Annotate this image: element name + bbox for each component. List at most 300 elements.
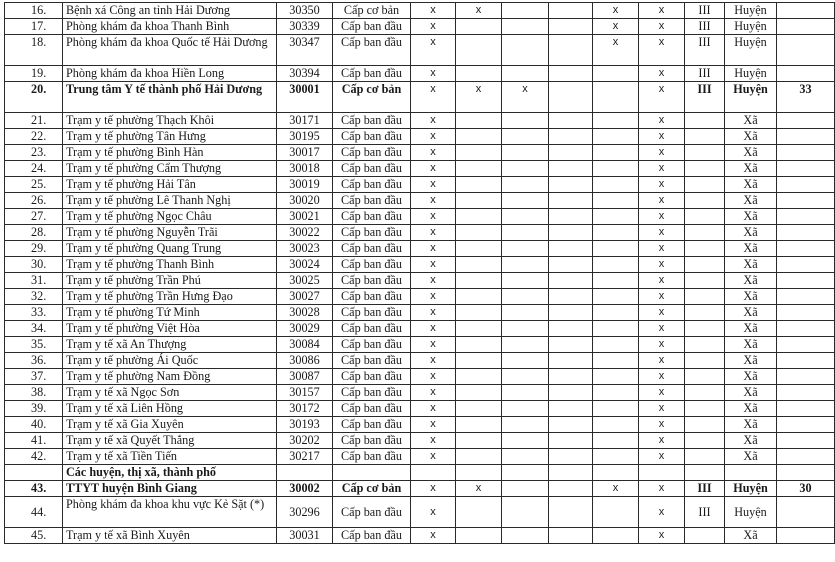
facility-name: Trạm y tế phường Quang Trung bbox=[63, 241, 277, 257]
facility-name: Trạm y tế xã Quyết Thắng bbox=[63, 433, 277, 449]
mark-cell-4 bbox=[549, 417, 593, 433]
rank-class bbox=[685, 417, 725, 433]
row-number: 43. bbox=[5, 481, 63, 497]
care-level: Cấp ban đầu bbox=[333, 369, 411, 385]
care-level: Cấp ban đầu bbox=[333, 35, 411, 66]
mark-cell-1: x bbox=[411, 257, 456, 273]
mark-cell-3 bbox=[502, 35, 549, 66]
mark-cell-1: x bbox=[411, 82, 456, 113]
table-row bbox=[5, 193, 835, 209]
rank-class bbox=[685, 193, 725, 209]
mark-cell-5: x bbox=[593, 481, 639, 497]
mark-cell-5 bbox=[593, 528, 639, 544]
table-row bbox=[5, 19, 835, 35]
facility-name: Trạm y tế xã Bình Xuyên bbox=[63, 528, 277, 544]
mark-cell-6: x bbox=[639, 193, 685, 209]
admin-level: Xã bbox=[725, 129, 777, 145]
table-row bbox=[5, 481, 835, 497]
rank-class bbox=[685, 177, 725, 193]
table-row bbox=[5, 337, 835, 353]
mark-cell-5 bbox=[593, 273, 639, 289]
row-number: 23. bbox=[5, 145, 63, 161]
mark-cell-5 bbox=[593, 241, 639, 257]
admin-level: Xã bbox=[725, 241, 777, 257]
mark-cell-3 bbox=[502, 289, 549, 305]
total-count bbox=[777, 19, 835, 35]
mark-cell-1: x bbox=[411, 161, 456, 177]
mark-cell-5 bbox=[593, 433, 639, 449]
mark-cell-1: x bbox=[411, 321, 456, 337]
table-row bbox=[5, 321, 835, 337]
mark-cell-6: x bbox=[639, 289, 685, 305]
mark-cell-3 bbox=[502, 257, 549, 273]
rank-class bbox=[685, 385, 725, 401]
facility-name: Trạm y tế phường Tứ Minh bbox=[63, 305, 277, 321]
mark-cell-3 bbox=[502, 241, 549, 257]
mark-cell-3 bbox=[502, 321, 549, 337]
mark-cell-3 bbox=[502, 305, 549, 321]
mark-cell-4 bbox=[549, 289, 593, 305]
mark-cell-5 bbox=[593, 161, 639, 177]
facility-name: Trạm y tế phường Tân Hưng bbox=[63, 129, 277, 145]
mark-cell-5: x bbox=[593, 3, 639, 19]
row-number: 22. bbox=[5, 129, 63, 145]
table-row bbox=[5, 417, 835, 433]
mark-cell-5 bbox=[593, 369, 639, 385]
total-count bbox=[777, 417, 835, 433]
facility-name: Trạm y tế phường Ái Quốc bbox=[63, 353, 277, 369]
admin-level: Huyện bbox=[725, 35, 777, 66]
mark-cell-2 bbox=[456, 193, 502, 209]
row-number: 34. bbox=[5, 321, 63, 337]
mark-cell-1: x bbox=[411, 129, 456, 145]
mark-cell-4 bbox=[549, 433, 593, 449]
mark-cell-3 bbox=[502, 209, 549, 225]
row-number: 24. bbox=[5, 161, 63, 177]
total-count bbox=[777, 273, 835, 289]
facility-code: 30002 bbox=[277, 481, 333, 497]
admin-level: Xã bbox=[725, 433, 777, 449]
mark-cell-2 bbox=[456, 241, 502, 257]
mark-cell-5 bbox=[593, 417, 639, 433]
rank-class bbox=[685, 337, 725, 353]
rank-class bbox=[685, 113, 725, 129]
mark-cell-5 bbox=[593, 465, 639, 481]
row-number: 45. bbox=[5, 528, 63, 544]
facility-code: 30017 bbox=[277, 145, 333, 161]
mark-cell-3 bbox=[502, 465, 549, 481]
admin-level: Huyện bbox=[725, 481, 777, 497]
admin-level: Xã bbox=[725, 161, 777, 177]
total-count bbox=[777, 161, 835, 177]
care-level: Cấp ban đầu bbox=[333, 337, 411, 353]
mark-cell-6: x bbox=[639, 241, 685, 257]
mark-cell-5 bbox=[593, 449, 639, 465]
admin-level: Xã bbox=[725, 353, 777, 369]
row-number: 36. bbox=[5, 353, 63, 369]
mark-cell-2 bbox=[456, 465, 502, 481]
mark-cell-4 bbox=[549, 337, 593, 353]
rank-class bbox=[685, 257, 725, 273]
mark-cell-1: x bbox=[411, 66, 456, 82]
mark-cell-6: x bbox=[639, 528, 685, 544]
mark-cell-6: x bbox=[639, 481, 685, 497]
rank-class bbox=[685, 433, 725, 449]
care-level: Cấp ban đầu bbox=[333, 193, 411, 209]
rank-class bbox=[685, 161, 725, 177]
mark-cell-3 bbox=[502, 129, 549, 145]
facility-code: 30087 bbox=[277, 369, 333, 385]
care-level: Cấp ban đầu bbox=[333, 321, 411, 337]
mark-cell-6: x bbox=[639, 209, 685, 225]
admin-level: Xã bbox=[725, 113, 777, 129]
facility-code bbox=[277, 465, 333, 481]
mark-cell-2 bbox=[456, 449, 502, 465]
total-count bbox=[777, 225, 835, 241]
admin-level: Xã bbox=[725, 337, 777, 353]
mark-cell-5: x bbox=[593, 35, 639, 66]
row-number bbox=[5, 465, 63, 481]
admin-level: Xã bbox=[725, 305, 777, 321]
care-level: Cấp ban đầu bbox=[333, 497, 411, 528]
total-count bbox=[777, 193, 835, 209]
mark-cell-2 bbox=[456, 417, 502, 433]
mark-cell-1: x bbox=[411, 369, 456, 385]
mark-cell-3 bbox=[502, 337, 549, 353]
mark-cell-2 bbox=[456, 273, 502, 289]
mark-cell-6: x bbox=[639, 401, 685, 417]
mark-cell-1: x bbox=[411, 193, 456, 209]
table-row bbox=[5, 369, 835, 385]
mark-cell-6: x bbox=[639, 497, 685, 528]
care-level: Cấp ban đầu bbox=[333, 433, 411, 449]
total-count bbox=[777, 449, 835, 465]
mark-cell-6: x bbox=[639, 449, 685, 465]
total-count bbox=[777, 305, 835, 321]
facility-code: 30020 bbox=[277, 193, 333, 209]
total-count bbox=[777, 209, 835, 225]
mark-cell-5 bbox=[593, 145, 639, 161]
mark-cell-4 bbox=[549, 19, 593, 35]
facility-code: 30195 bbox=[277, 129, 333, 145]
row-number: 25. bbox=[5, 177, 63, 193]
rank-class bbox=[685, 273, 725, 289]
row-number: 42. bbox=[5, 449, 63, 465]
row-number: 29. bbox=[5, 241, 63, 257]
mark-cell-2 bbox=[456, 305, 502, 321]
admin-level bbox=[725, 465, 777, 481]
row-number: 30. bbox=[5, 257, 63, 273]
row-number: 40. bbox=[5, 417, 63, 433]
facility-code: 30023 bbox=[277, 241, 333, 257]
mark-cell-1: x bbox=[411, 19, 456, 35]
table-row bbox=[5, 305, 835, 321]
mark-cell-6: x bbox=[639, 66, 685, 82]
mark-cell-4 bbox=[549, 225, 593, 241]
care-level: Cấp ban đầu bbox=[333, 353, 411, 369]
rank-class bbox=[685, 528, 725, 544]
mark-cell-5 bbox=[593, 209, 639, 225]
mark-cell-5 bbox=[593, 82, 639, 113]
admin-level: Xã bbox=[725, 225, 777, 241]
table-row bbox=[5, 145, 835, 161]
mark-cell-1: x bbox=[411, 353, 456, 369]
mark-cell-4 bbox=[549, 129, 593, 145]
mark-cell-2 bbox=[456, 19, 502, 35]
mark-cell-4 bbox=[549, 273, 593, 289]
table-row bbox=[5, 177, 835, 193]
total-count bbox=[777, 401, 835, 417]
mark-cell-3 bbox=[502, 385, 549, 401]
row-number: 27. bbox=[5, 209, 63, 225]
facility-name: Trạm y tế phường Cẩm Thượng bbox=[63, 161, 277, 177]
mark-cell-5 bbox=[593, 337, 639, 353]
mark-cell-3 bbox=[502, 417, 549, 433]
total-count bbox=[777, 289, 835, 305]
mark-cell-1: x bbox=[411, 177, 456, 193]
care-level: Cấp ban đầu bbox=[333, 209, 411, 225]
facility-code: 30171 bbox=[277, 113, 333, 129]
mark-cell-3 bbox=[502, 433, 549, 449]
total-count bbox=[777, 385, 835, 401]
facility-name: Trạm y tế phường Trần Phú bbox=[63, 273, 277, 289]
care-level: Cấp ban đầu bbox=[333, 241, 411, 257]
mark-cell-6: x bbox=[639, 305, 685, 321]
mark-cell-3 bbox=[502, 353, 549, 369]
care-level: Cấp ban đầu bbox=[333, 113, 411, 129]
rank-class bbox=[685, 225, 725, 241]
care-level: Cấp ban đầu bbox=[333, 161, 411, 177]
mark-cell-2 bbox=[456, 433, 502, 449]
mark-cell-5 bbox=[593, 257, 639, 273]
mark-cell-2 bbox=[456, 497, 502, 528]
facility-code: 30157 bbox=[277, 385, 333, 401]
rank-class bbox=[685, 241, 725, 257]
facility-code: 30024 bbox=[277, 257, 333, 273]
mark-cell-1: x bbox=[411, 385, 456, 401]
rank-class: III bbox=[685, 19, 725, 35]
mark-cell-3 bbox=[502, 113, 549, 129]
care-level: Cấp cơ bản bbox=[333, 82, 411, 113]
mark-cell-6: x bbox=[639, 113, 685, 129]
facility-code: 30001 bbox=[277, 82, 333, 113]
care-level bbox=[333, 465, 411, 481]
mark-cell-2 bbox=[456, 225, 502, 241]
rank-class bbox=[685, 305, 725, 321]
facility-name: Bệnh xá Công an tỉnh Hải Dương bbox=[63, 3, 277, 19]
total-count bbox=[777, 241, 835, 257]
mark-cell-2 bbox=[456, 161, 502, 177]
table-row bbox=[5, 225, 835, 241]
rank-class: III bbox=[685, 497, 725, 528]
mark-cell-2 bbox=[456, 385, 502, 401]
facility-name: Trạm y tế phường Nguyễn Trãi bbox=[63, 225, 277, 241]
mark-cell-1: x bbox=[411, 113, 456, 129]
total-count bbox=[777, 369, 835, 385]
rank-class bbox=[685, 465, 725, 481]
care-level: Cấp ban đầu bbox=[333, 417, 411, 433]
mark-cell-3 bbox=[502, 19, 549, 35]
mark-cell-5 bbox=[593, 497, 639, 528]
total-count bbox=[777, 145, 835, 161]
rank-class bbox=[685, 353, 725, 369]
mark-cell-1: x bbox=[411, 145, 456, 161]
section-row bbox=[5, 465, 835, 481]
care-level: Cấp ban đầu bbox=[333, 401, 411, 417]
rank-class: III bbox=[685, 66, 725, 82]
row-number: 35. bbox=[5, 337, 63, 353]
mark-cell-4 bbox=[549, 385, 593, 401]
mark-cell-2 bbox=[456, 209, 502, 225]
mark-cell-6: x bbox=[639, 433, 685, 449]
table-row bbox=[5, 82, 835, 113]
mark-cell-6: x bbox=[639, 3, 685, 19]
mark-cell-5 bbox=[593, 113, 639, 129]
mark-cell-5 bbox=[593, 305, 639, 321]
total-count bbox=[777, 337, 835, 353]
mark-cell-4 bbox=[549, 66, 593, 82]
mark-cell-3 bbox=[502, 449, 549, 465]
table-row bbox=[5, 353, 835, 369]
table-row bbox=[5, 433, 835, 449]
care-level: Cấp ban đầu bbox=[333, 66, 411, 82]
mark-cell-4 bbox=[549, 145, 593, 161]
facility-code: 30339 bbox=[277, 19, 333, 35]
total-count bbox=[777, 177, 835, 193]
mark-cell-1: x bbox=[411, 289, 456, 305]
mark-cell-3 bbox=[502, 3, 549, 19]
total-count bbox=[777, 3, 835, 19]
facility-code: 30084 bbox=[277, 337, 333, 353]
table-row bbox=[5, 401, 835, 417]
facility-code: 30027 bbox=[277, 289, 333, 305]
admin-level: Xã bbox=[725, 417, 777, 433]
table-row bbox=[5, 449, 835, 465]
facility-name: Trạm y tế phường Trần Hưng Đạo bbox=[63, 289, 277, 305]
total-count bbox=[777, 465, 835, 481]
total-count bbox=[777, 257, 835, 273]
table-row bbox=[5, 161, 835, 177]
mark-cell-3 bbox=[502, 497, 549, 528]
table-row bbox=[5, 497, 835, 528]
table-row bbox=[5, 129, 835, 145]
row-number: 37. bbox=[5, 369, 63, 385]
mark-cell-1: x bbox=[411, 241, 456, 257]
row-number: 31. bbox=[5, 273, 63, 289]
facility-name: Trạm y tế phường Thanh Bình bbox=[63, 257, 277, 273]
care-level: Cấp ban đầu bbox=[333, 273, 411, 289]
mark-cell-2 bbox=[456, 66, 502, 82]
care-level: Cấp cơ bản bbox=[333, 3, 411, 19]
admin-level: Xã bbox=[725, 401, 777, 417]
rank-class: III bbox=[685, 35, 725, 66]
mark-cell-2 bbox=[456, 337, 502, 353]
mark-cell-4 bbox=[549, 3, 593, 19]
mark-cell-6: x bbox=[639, 369, 685, 385]
mark-cell-2 bbox=[456, 321, 502, 337]
row-number: 33. bbox=[5, 305, 63, 321]
facility-name: Phòng khám đa khoa khu vực Kẻ Sặt (*) bbox=[63, 497, 277, 528]
mark-cell-3 bbox=[502, 401, 549, 417]
table-row bbox=[5, 35, 835, 66]
facility-name: Trạm y tế phường Lê Thanh Nghị bbox=[63, 193, 277, 209]
mark-cell-3 bbox=[502, 66, 549, 82]
facility-code: 30021 bbox=[277, 209, 333, 225]
table-row bbox=[5, 528, 835, 544]
mark-cell-4 bbox=[549, 321, 593, 337]
mark-cell-2: x bbox=[456, 481, 502, 497]
mark-cell-2 bbox=[456, 257, 502, 273]
mark-cell-4 bbox=[549, 177, 593, 193]
mark-cell-6: x bbox=[639, 145, 685, 161]
mark-cell-6: x bbox=[639, 353, 685, 369]
mark-cell-4 bbox=[549, 193, 593, 209]
mark-cell-4 bbox=[549, 82, 593, 113]
facility-code: 30296 bbox=[277, 497, 333, 528]
facility-code: 30086 bbox=[277, 353, 333, 369]
total-count bbox=[777, 528, 835, 544]
mark-cell-6: x bbox=[639, 19, 685, 35]
mark-cell-5 bbox=[593, 321, 639, 337]
care-level: Cấp ban đầu bbox=[333, 145, 411, 161]
row-number: 16. bbox=[5, 3, 63, 19]
facility-name: Trạm y tế phường Hải Tân bbox=[63, 177, 277, 193]
total-count: 33 bbox=[777, 82, 835, 113]
mark-cell-2 bbox=[456, 528, 502, 544]
rank-class bbox=[685, 321, 725, 337]
mark-cell-4 bbox=[549, 497, 593, 528]
facility-name: Trung tâm Y tế thành phố Hải Dương bbox=[63, 82, 277, 113]
mark-cell-1: x bbox=[411, 433, 456, 449]
care-level: Cấp ban đầu bbox=[333, 289, 411, 305]
mark-cell-4 bbox=[549, 209, 593, 225]
facility-name: Trạm y tế xã Gia Xuyên bbox=[63, 417, 277, 433]
total-count: 30 bbox=[777, 481, 835, 497]
rank-class: III bbox=[685, 3, 725, 19]
admin-level: Xã bbox=[725, 177, 777, 193]
rank-class bbox=[685, 449, 725, 465]
mark-cell-6: x bbox=[639, 82, 685, 113]
mark-cell-1: x bbox=[411, 225, 456, 241]
admin-level: Huyện bbox=[725, 3, 777, 19]
mark-cell-6: x bbox=[639, 177, 685, 193]
care-level: Cấp ban đầu bbox=[333, 225, 411, 241]
table-row bbox=[5, 113, 835, 129]
mark-cell-1: x bbox=[411, 35, 456, 66]
rank-class: III bbox=[685, 82, 725, 113]
facility-code: 30172 bbox=[277, 401, 333, 417]
care-level: Cấp ban đầu bbox=[333, 19, 411, 35]
admin-level: Xã bbox=[725, 289, 777, 305]
care-level: Cấp cơ bản bbox=[333, 481, 411, 497]
mark-cell-3 bbox=[502, 161, 549, 177]
mark-cell-1: x bbox=[411, 337, 456, 353]
admin-level: Xã bbox=[725, 528, 777, 544]
facility-code: 30018 bbox=[277, 161, 333, 177]
mark-cell-5 bbox=[593, 353, 639, 369]
facility-name: Trạm y tế xã Tiền Tiến bbox=[63, 449, 277, 465]
total-count bbox=[777, 433, 835, 449]
mark-cell-4 bbox=[549, 257, 593, 273]
row-number: 39. bbox=[5, 401, 63, 417]
mark-cell-2 bbox=[456, 177, 502, 193]
mark-cell-1: x bbox=[411, 417, 456, 433]
row-number: 41. bbox=[5, 433, 63, 449]
facility-name: Trạm y tế phường Việt Hòa bbox=[63, 321, 277, 337]
row-number: 32. bbox=[5, 289, 63, 305]
mark-cell-5 bbox=[593, 401, 639, 417]
total-count bbox=[777, 129, 835, 145]
